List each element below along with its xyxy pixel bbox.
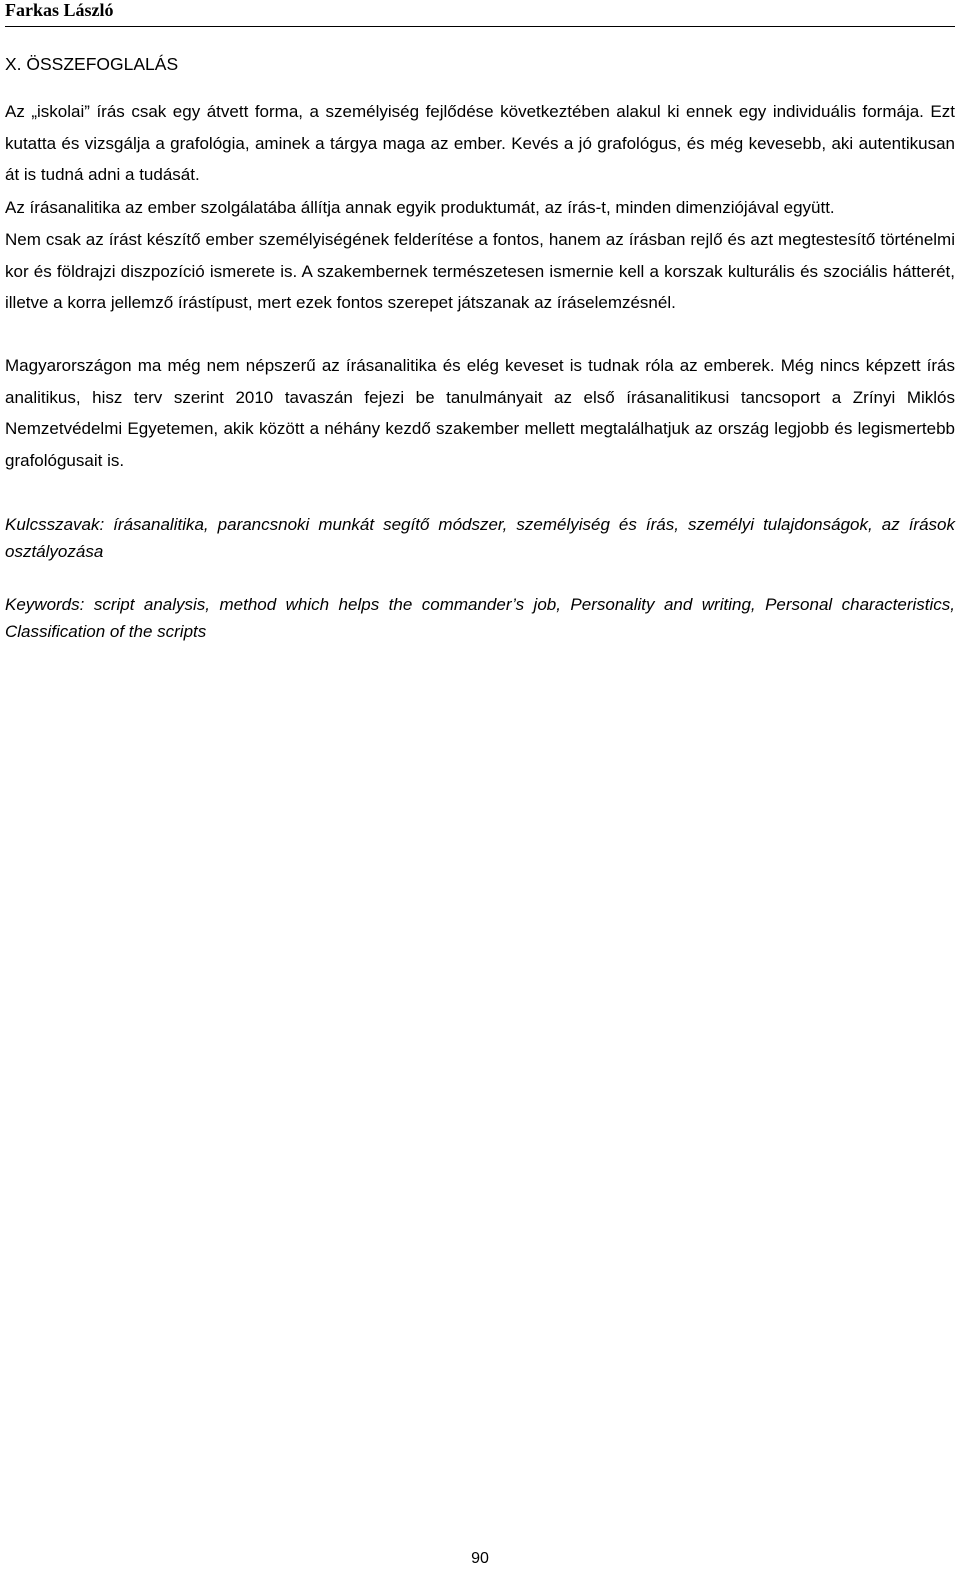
section-title: X. ÖSSZEFOGLALÁS [5, 54, 179, 74]
keywords-hungarian: Kulcsszavak: írásanalitika, parancsnoki munkát segítő módszer, személyiség és írás, személyi tulajdonságok, az írások osztályozása [5, 515, 955, 561]
author-name: Farkas László [5, 0, 114, 20]
paragraph-hungary: Magyarországon ma még nem népszerű az írásanalitika és elég keveset is tudnak róla az emberek. Még nincs képzett írás analitikus, hisz terv szerint 2010 tavaszán fejezi be tanulmányait az első írásanalitikusi tancsoport a Zrínyi Miklós Nemzetvédelmi Egyetemen, akik között a néhány kezdő szakember mellett megtalálhatjuk az ország legjobb és legismertebb grafológusait is. [5, 356, 955, 470]
keywords-english: Keywords: script analysis, method which helps the commander’s job, Personality and writing, Personal characteristics, Classification of the scripts [5, 595, 955, 641]
paragraph-historical-context: Nem csak az írást készítő ember személyiségének felderítése a fontos, hanem az írásban rejlő és azt megtestesítő történelmi kor és földrajzi diszpozíció ismerete is. A szakembernek természetesen ismernie kell a korszak kulturális és szociális hátterét, illetve a korra jellemző írástípust, mert ezek fontos szerepet játszanak az íráselemzésnél. [5, 230, 955, 313]
paragraph-intro: Az „iskolai” írás csak egy átvett forma, a személyiség fejlődése következtében alakul ki ennek egy individuális formája. Ezt kutatta és vizsgálja a grafológia, aminek a tárgya maga az ember. Kevés a jó grafológus, és még kevesebb, aki autentikusan át is tudná adni a tudását. [5, 102, 955, 185]
page-number: 90 [471, 1550, 489, 1567]
running-header [5, 0, 955, 27]
paragraph-script-analysis: Az írásanalitika az ember szolgálatába állítja annak egyik produktumát, az írás-t, minden dimenziójával együtt. [5, 198, 835, 217]
